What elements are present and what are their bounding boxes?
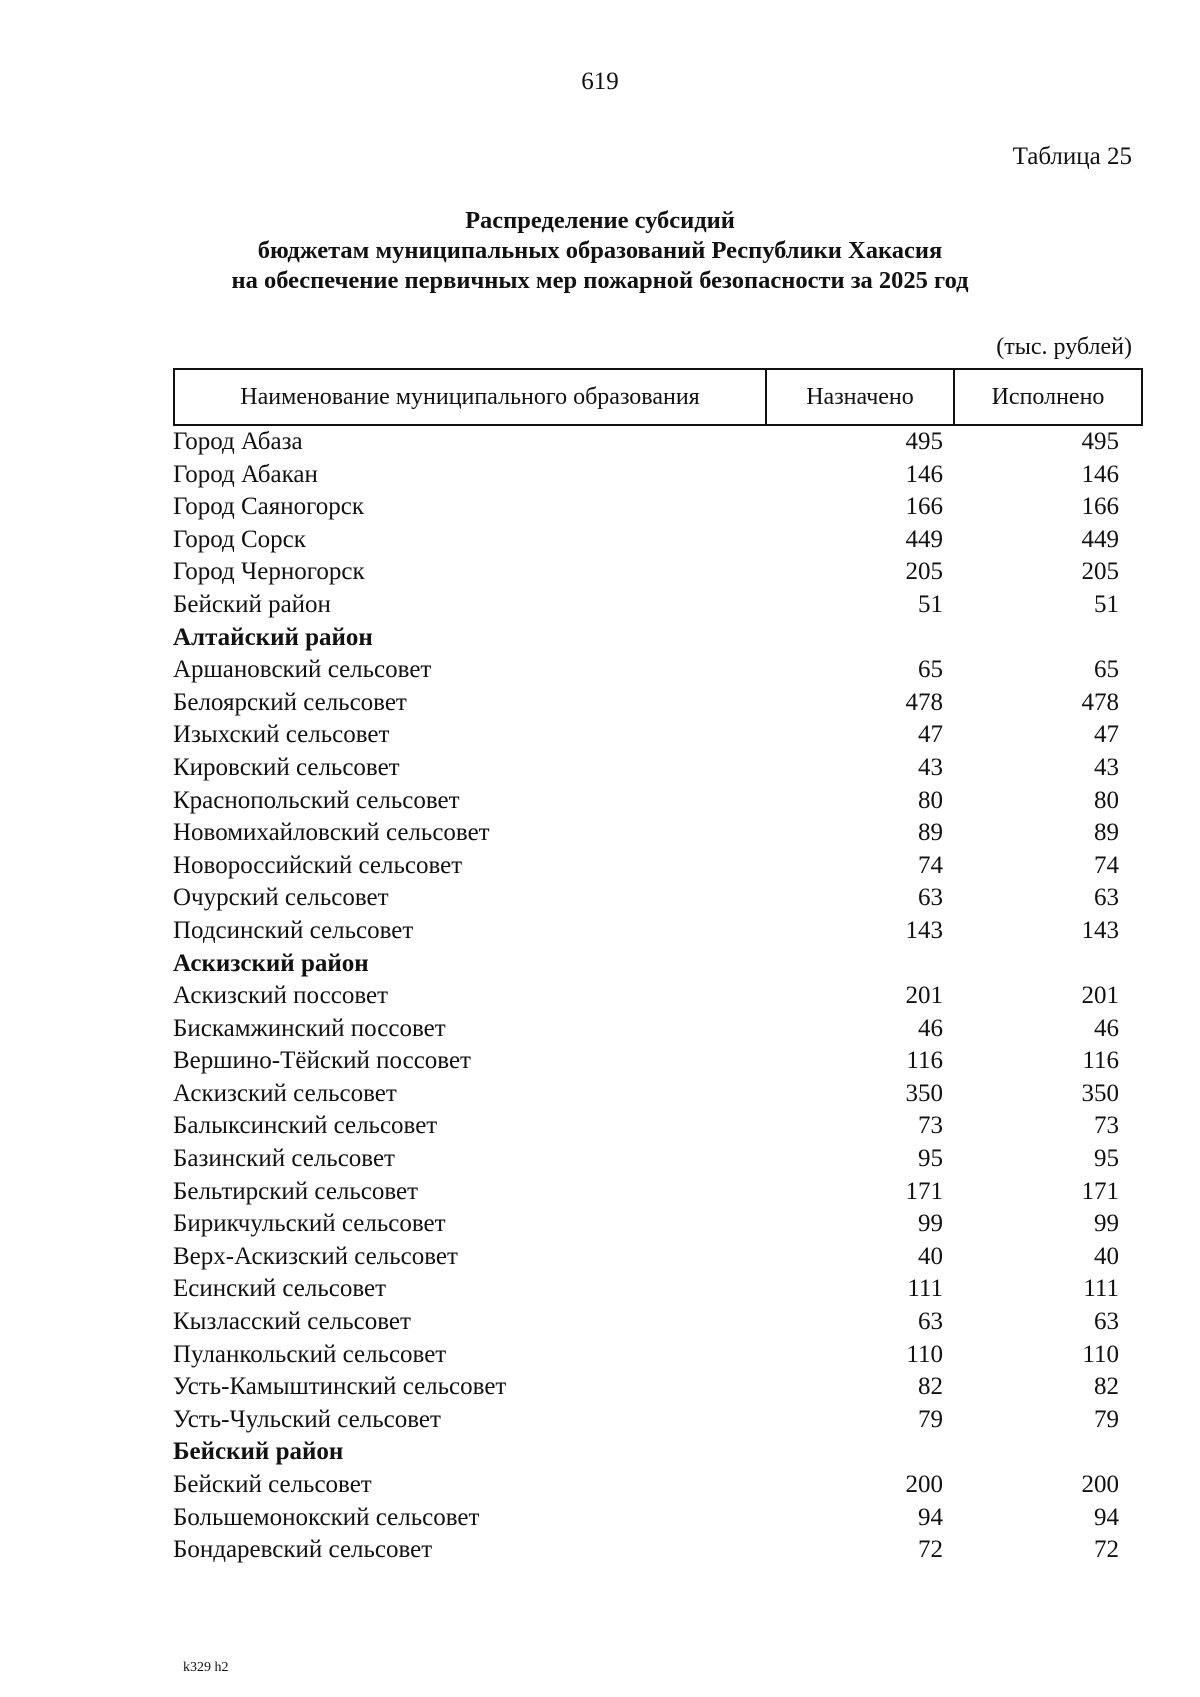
table-row xyxy=(173,589,1129,622)
executed-value: 72 xyxy=(1094,1536,1119,1564)
municipality-name: Бирикчульский сельсовет xyxy=(173,1210,446,1238)
table-row xyxy=(173,1176,1129,1209)
executed-value: 146 xyxy=(1081,460,1119,488)
assigned-value: 63 xyxy=(918,884,943,912)
municipality-name: Усть-Камыштинский сельсовет xyxy=(173,1373,507,1401)
municipality-name: Краснопольский сельсовет xyxy=(173,786,460,814)
executed-value: 478 xyxy=(1081,688,1119,716)
executed-value: 46 xyxy=(1094,1014,1119,1042)
column-header-assigned: Назначено xyxy=(766,369,954,425)
assigned-value: 116 xyxy=(906,1047,943,1075)
assigned-value: 171 xyxy=(905,1177,943,1205)
assigned-value: 201 xyxy=(905,982,943,1010)
assigned-value: 89 xyxy=(918,819,943,847)
assigned-value: 73 xyxy=(918,1112,943,1140)
page-number: 619 xyxy=(581,68,619,95)
municipality-name: Город Саяногорск xyxy=(173,493,365,521)
footer-code: k329 h2 xyxy=(183,1660,229,1675)
municipality-name: Бейский сельсовет xyxy=(173,1471,372,1498)
column-header-executed: Исполнено xyxy=(954,369,1142,425)
executed-value: 166 xyxy=(1081,493,1119,521)
assigned-value: 205 xyxy=(905,558,943,586)
table-row xyxy=(173,1469,1129,1502)
executed-value: 43 xyxy=(1094,753,1119,781)
group-name: Алтайский район xyxy=(173,623,373,651)
assigned-value: 74 xyxy=(918,851,943,879)
executed-value: 95 xyxy=(1094,1145,1119,1173)
assigned-value: 63 xyxy=(918,1308,943,1336)
assigned-value: 82 xyxy=(918,1373,943,1401)
table-row xyxy=(173,1143,1129,1176)
table-row xyxy=(173,556,1129,589)
municipality-name: Город Абакан xyxy=(173,460,318,488)
executed-value: 63 xyxy=(1094,1308,1119,1336)
table-row xyxy=(173,1371,1129,1404)
executed-value: 51 xyxy=(1094,590,1119,618)
executed-value: 40 xyxy=(1094,1242,1119,1270)
assigned-value: 43 xyxy=(918,753,943,781)
municipality-name: Город Сорск xyxy=(173,525,306,553)
executed-value: 111 xyxy=(1083,1275,1119,1303)
table-row xyxy=(173,426,1129,459)
assigned-value: 47 xyxy=(918,721,943,749)
table-row xyxy=(173,719,1129,752)
municipality-name: Город Черногорск xyxy=(173,558,365,586)
table-row xyxy=(173,752,1129,785)
assigned-value: 200 xyxy=(905,1471,943,1498)
assigned-value: 495 xyxy=(905,428,943,455)
assigned-value: 40 xyxy=(918,1242,943,1270)
table-row xyxy=(173,1306,1129,1339)
municipality-name: Подсинский сельсовет xyxy=(173,916,414,944)
group-name: Бейский район xyxy=(173,1438,344,1466)
municipality-name: Бейский район xyxy=(173,590,331,618)
table-row xyxy=(173,1339,1129,1372)
assigned-value: 143 xyxy=(905,916,943,944)
executed-value: 82 xyxy=(1094,1373,1119,1401)
municipality-name: Аскизский поссовет xyxy=(173,982,389,1010)
assigned-value: 51 xyxy=(918,590,943,618)
municipality-name: Бискамжинский поссовет xyxy=(173,1014,446,1042)
executed-value: 94 xyxy=(1094,1503,1119,1531)
municipality-name: Аршановский сельсовет xyxy=(173,656,432,684)
table-row xyxy=(173,915,1129,948)
municipality-name: Очурский сельсовет xyxy=(173,884,389,912)
table-row xyxy=(173,785,1129,818)
table-row xyxy=(173,850,1129,883)
municipality-name: Город Абаза xyxy=(173,428,303,455)
table-row xyxy=(173,1534,1129,1567)
executed-value: 79 xyxy=(1094,1405,1119,1433)
municipality-name: Усть-Чульский сельсовет xyxy=(173,1405,441,1433)
assigned-value: 99 xyxy=(918,1210,943,1238)
executed-value: 99 xyxy=(1094,1210,1119,1238)
table-row xyxy=(173,882,1129,915)
table-row xyxy=(173,980,1129,1013)
table-header xyxy=(173,368,1143,426)
executed-value: 65 xyxy=(1094,656,1119,684)
header-row xyxy=(174,369,1142,425)
executed-value: 47 xyxy=(1094,721,1119,749)
table-row xyxy=(173,1208,1129,1241)
title-line: на обеспечение первичных мер пожарной безопасности за 2025 год xyxy=(231,267,969,294)
municipality-name: Вершино-Тёйский поссовет xyxy=(173,1047,471,1075)
executed-value: 201 xyxy=(1081,982,1119,1010)
municipality-name: Есинский сельсовет xyxy=(173,1275,387,1303)
municipality-name: Новомихайловский сельсовет xyxy=(173,819,490,847)
table-row xyxy=(173,1404,1129,1437)
table-row xyxy=(173,1110,1129,1143)
municipality-name: Верх-Аскизский сельсовет xyxy=(173,1242,458,1270)
assigned-value: 166 xyxy=(905,493,943,521)
units-label: (тыс. рублей) xyxy=(996,334,1132,360)
table-row xyxy=(173,687,1129,720)
executed-value: 89 xyxy=(1094,819,1119,847)
assigned-value: 65 xyxy=(918,656,943,684)
municipality-name: Кызласский сельсовет xyxy=(173,1308,411,1336)
municipality-name: Базинский сельсовет xyxy=(173,1145,395,1173)
table-row xyxy=(173,491,1129,524)
table-row xyxy=(173,459,1129,492)
municipality-name: Большемонокский сельсовет xyxy=(173,1503,480,1531)
executed-value: 143 xyxy=(1081,916,1119,944)
assigned-value: 80 xyxy=(918,786,943,814)
table-label: Таблица 25 xyxy=(1012,143,1132,170)
title-line: Распределение субсидий xyxy=(465,207,735,234)
assigned-value: 46 xyxy=(918,1014,943,1042)
municipality-name: Новороссийский сельсовет xyxy=(173,851,463,879)
table-row xyxy=(173,1273,1129,1306)
assigned-value: 350 xyxy=(905,1079,943,1107)
assigned-value: 478 xyxy=(905,688,943,716)
assigned-value: 95 xyxy=(918,1145,943,1173)
executed-value: 74 xyxy=(1094,851,1119,879)
table-body xyxy=(173,426,1129,1567)
document-title xyxy=(0,206,1200,296)
table-row xyxy=(173,1078,1129,1111)
assigned-value: 94 xyxy=(918,1503,943,1531)
group-header-row xyxy=(173,1436,1129,1469)
executed-value: 495 xyxy=(1081,428,1119,455)
executed-value: 350 xyxy=(1081,1079,1119,1107)
executed-value: 205 xyxy=(1081,558,1119,586)
assigned-value: 146 xyxy=(905,460,943,488)
assigned-value: 111 xyxy=(907,1275,943,1303)
table-row xyxy=(173,654,1129,687)
executed-value: 80 xyxy=(1094,786,1119,814)
table-row xyxy=(173,1502,1129,1535)
group-header-row xyxy=(173,622,1129,655)
column-header-name: Наименование муниципального образования xyxy=(174,369,766,425)
executed-value: 63 xyxy=(1094,884,1119,912)
title-line: бюджетам муниципальных образований Республики Хакасия xyxy=(257,237,943,264)
municipality-name: Белоярский сельсовет xyxy=(173,688,407,716)
municipality-name: Аскизский сельсовет xyxy=(173,1079,397,1107)
assigned-value: 449 xyxy=(905,525,943,553)
municipality-name: Пуланкольский сельсовет xyxy=(173,1340,447,1368)
assigned-value: 72 xyxy=(918,1536,943,1564)
municipality-name: Балыксинский сельсовет xyxy=(173,1112,438,1140)
table-row xyxy=(173,1013,1129,1046)
municipality-name: Кировский сельсовет xyxy=(173,753,400,781)
group-header-row xyxy=(173,948,1129,981)
group-name: Аскизский район xyxy=(173,949,369,977)
executed-value: 116 xyxy=(1082,1047,1119,1075)
assigned-value: 79 xyxy=(918,1405,943,1433)
municipality-name: Изыхский сельсовет xyxy=(173,721,390,749)
executed-value: 449 xyxy=(1081,525,1119,553)
municipality-name: Бондаревский сельсовет xyxy=(173,1536,433,1564)
table-row xyxy=(173,524,1129,557)
executed-value: 110 xyxy=(1082,1340,1119,1368)
table-row xyxy=(173,1241,1129,1274)
table-row xyxy=(173,1045,1129,1078)
municipality-name: Бельтирский сельсовет xyxy=(173,1177,419,1205)
executed-value: 171 xyxy=(1081,1177,1119,1205)
table-row xyxy=(173,817,1129,850)
assigned-value: 110 xyxy=(906,1340,943,1368)
executed-value: 200 xyxy=(1081,1471,1119,1498)
executed-value: 73 xyxy=(1094,1112,1119,1140)
